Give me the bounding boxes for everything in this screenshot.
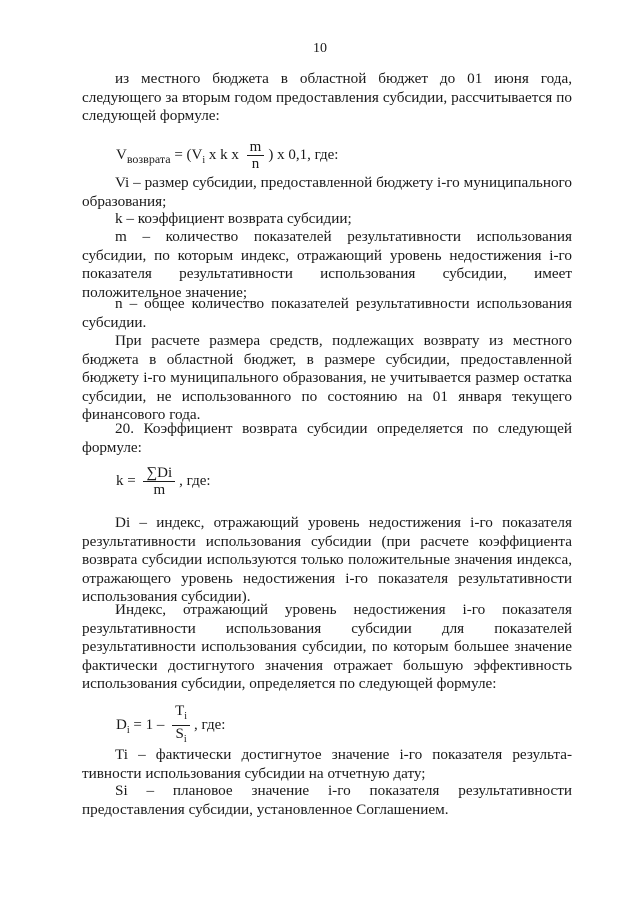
- definition-vi: Vi – размер субсидии, предоставленной бюджету i-го муниципального образования;: [82, 174, 572, 210]
- formula-index: $D_i = 1$ – $\frac{T_i}{S_i}$ , где:: [116, 703, 225, 748]
- definition-m: m – количество показателей результативности использования субсидии, по которым индекс, отражающий уровень недостижения i-го показателя результативности использования субсидии, имеет положительное значение;: [82, 228, 572, 301]
- paragraph-index: Индекс, отражающий уровень недостижения i-го показателя результативности использования субсидии для показателей результативности использования субсидии, по которым большее значение фактически достигнутого значения отражает большую эффективность использования субсидии, определяется по следующей формуле:: [82, 601, 572, 693]
- formula-refund: $V_{возврата} = (V_i$ x k x $\frac{m}{n}$ ) x 0,1, где:: [116, 139, 339, 172]
- fraction-m-n: $\frac{m}{n}$: [247, 139, 265, 172]
- definition-di: Di – индекс, отражающий уровень недостижения i-го показателя результативности использования субсидии (при расчете коэффициента возврата субсидии используются только положительные значения индекса, отражающего уровень недостижения i-го показателя результативности использования субсидии).: [82, 514, 572, 606]
- paragraph-calculation: При расчете размера средств, подлежащих возврату из местного бюджета в областной бюджет, в размере субсидии, предоставленной бюджету i-го муниципального образования, не учитывается размер остатка субсидии, не использованного по состоянию на 01 января текущего финансового года.: [82, 332, 572, 424]
- paragraph-20: 20. Коэффициент возврата субсидии определяется по следующей формуле:: [82, 420, 572, 456]
- definition-k: k – коэффициент возврата субсидии;: [115, 210, 352, 227]
- definition-n: n – общее количество показателей результативности использования субсидии.: [82, 295, 572, 331]
- definition-ti: Ti – фактически достигнутое значение i-го показателя результативности использования субсидии на отчетную дату;: [82, 746, 572, 782]
- page-number: 10: [313, 41, 327, 56]
- fraction-t-s: $\frac{T_i}{S_i}$: [172, 703, 190, 748]
- formula-coefficient: k = $\frac{\sum Di}{m}$ , где:: [116, 465, 211, 498]
- definition-si: Si – плановое значение i-го показателя результативности предоставления субсидии, установленное Соглашением.: [82, 782, 572, 818]
- paragraph-intro: из местного бюджета в областной бюджет до 01 июня года, следующего за вторым годом предоставления субсидии, рассчитывается по следующей формуле:: [82, 70, 572, 125]
- fraction-sum-d-m: $\frac{\sum Di}{m}$: [143, 465, 175, 498]
